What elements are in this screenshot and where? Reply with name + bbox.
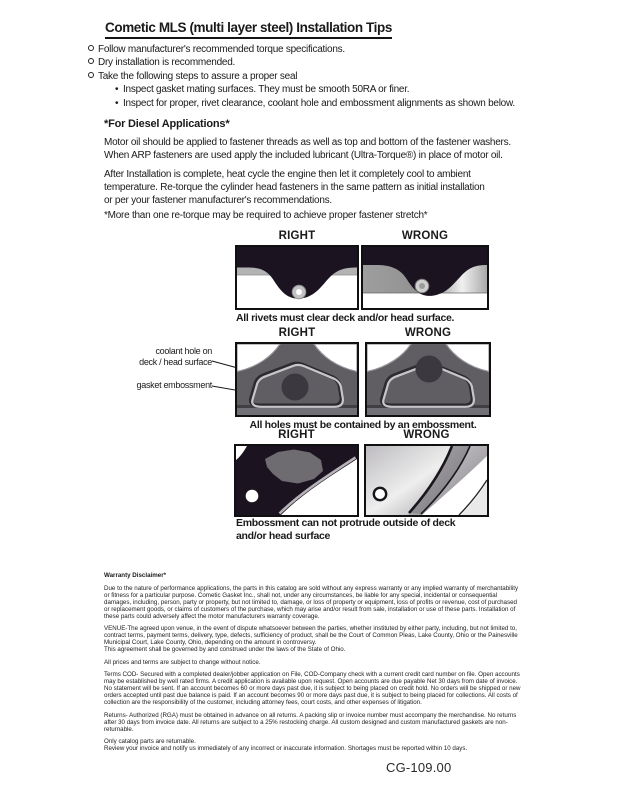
embossment-wrong-panel	[365, 342, 491, 417]
row1-wrong-label: WRONG	[401, 230, 449, 242]
coolant-hole-icon	[416, 356, 443, 383]
list-item	[88, 43, 515, 56]
diesel-paragraph-2	[104, 168, 485, 208]
rivet-center	[296, 289, 302, 295]
caption-line: and/or head surface	[236, 530, 331, 542]
sub-list-item	[88, 83, 515, 96]
list-item	[88, 56, 515, 69]
row1-right-label: RIGHT	[278, 230, 316, 242]
gasket-embossment-label: gasket embossment	[136, 380, 212, 390]
protrusion-right-illustration	[236, 446, 357, 515]
disclaimer-venue-paragraph	[104, 625, 523, 653]
row3-right-label: RIGHT	[278, 429, 315, 441]
list-item-text: Inspect for proper, rivet clearance, coolant hole and embossment alignments as shown below.	[123, 97, 515, 109]
list-item	[88, 70, 515, 83]
protrusion-wrong-illustration	[366, 446, 487, 515]
coolant-hole-label	[114, 346, 212, 368]
disclaimer-warranty-paragraph: Due to the nature of performance applications, the parts in this catalog are sold without any express warranty or any implied warranty of merchantability or fitness for a particular purpose. Cometic Gasket Inc., shall not, under any circumstances, be liable for any special, incidental or consequential damages, including, person, party or property, but not limited to, damage, or loss of property or equipment, loss of profits or revenue, cost of purchased or replacement goods, or claims of customers of the purchase, which may arise and/or result from sale, installation or use of these parts. Installation of these parts could adversely affect the motor manufacturers warranty coverage.	[104, 584, 519, 620]
paragraph-text: Review your invoice and notify us immediately of any incorrect or inaccurate information. Shortages must be reported within 10 days.	[104, 745, 468, 752]
paragraph-line: Motor oil should be applied to fastener threads as well as top and bottom of the fastener washers.	[104, 137, 511, 148]
paragraph-line: After Installation is complete, heat cycle the engine then let it completely cool to ambient	[104, 169, 471, 180]
label-line: deck / head surface	[139, 357, 212, 367]
row2-caption: All holes must be contained by an embossment.	[249, 419, 477, 431]
embossment-right-illustration	[237, 344, 357, 415]
sub-list-item	[88, 97, 515, 110]
retorque-note: *More than one re-torque may be required to achieve proper fastener stretch*	[104, 210, 428, 221]
row3-caption	[236, 517, 455, 543]
row1-caption: All rivets must clear deck and/or head surface.	[236, 312, 455, 324]
warranty-disclaimer	[104, 572, 523, 758]
page-code: CG-109.00	[386, 760, 452, 775]
diesel-section-heading: *For Diesel Applications*	[104, 118, 230, 130]
protrusion-right-panel	[234, 444, 359, 517]
installation-tips-list	[88, 43, 515, 110]
disclaimer-heading: Warranty Disclaimer*	[104, 572, 167, 579]
gasket-bottom-strip	[237, 408, 357, 415]
label-line: coolant hole on	[155, 346, 212, 356]
bolt-hole-icon	[246, 490, 259, 503]
disclaimer-catalog-paragraph	[104, 738, 523, 752]
embossment-right-panel	[235, 342, 359, 417]
disclaimer-prices-paragraph: All prices and terms are subject to change without notice.	[104, 658, 261, 666]
dot-bullet-icon: •	[115, 84, 119, 96]
circle-bullet-icon	[88, 58, 94, 64]
coolant-hole-icon	[282, 374, 309, 401]
disclaimer-returns-paragraph: Returns- Authorized (RGA) must be obtained in advance on all returns. A packing slip or invoice number must accompany the merchandise. No returns after 30 days from invoice date. All returns are subject to a 25% restocking charge. All custom designed and custom manufactured gaskets are non-returnable.	[104, 711, 517, 733]
row2-right-label: RIGHT	[278, 327, 316, 339]
protrusion-wrong-panel	[364, 444, 489, 517]
row2-wrong-label: WRONG	[404, 327, 452, 339]
list-item-text: Dry installation is recommended.	[98, 57, 236, 69]
bolt-hole-icon	[374, 488, 386, 500]
embossment-wrong-illustration	[367, 344, 489, 415]
caption-line: Embossment can not protrude outside of deck	[236, 517, 456, 529]
rivet-right-panel	[235, 245, 359, 310]
paragraph-line: When ARP fasteners are used apply the included lubricant (Ultra-Torque®) in place of motor oil.	[104, 150, 503, 162]
rivet-center	[419, 283, 425, 289]
list-item-text: Inspect gasket mating surfaces. They must be smooth 50RA or finer.	[123, 84, 410, 96]
circle-bullet-icon	[88, 72, 94, 78]
circle-bullet-icon	[88, 45, 94, 51]
disclaimer-terms-paragraph: Terms COD- Secured with a completed dealer/jobber application on File, COD-Company check with a current credit card number on file. Open accounts may be established by well rated firms. A credit application is available upon request. Open accounts are due payable Net 30 days from date of invoice. No statement will be sent. If an account becomes 60 or more days past due, it is subject to being placed on credit hold. No orders will be shipped or new orders accepted until past due balance is paid. If an account becomes 90 or more days past due, it is subject to being placed for collections. All costs of collection are the responsibility of the customer, including attorney fees, court costs, and other expenses of litigation.	[104, 671, 521, 706]
paragraph-text: This agreement shall be governed by and construed under the laws of the State of Ohio.	[104, 646, 346, 653]
rivet-right-illustration	[237, 247, 357, 308]
diesel-paragraph-1	[104, 136, 511, 162]
gasket-bottom-strip	[367, 408, 489, 415]
paragraph-text: VENUE-The agreed upon venue, in the event of dispute whatsoever between the parties, whether instituted by either party, including, but not limited to, contract terms, payment terms, delivery, type, defects, sufficiency of product, shall be the Court of Common Pleas, Lake County, Ohio or the Painesville Municipal Court, Lake County, Ohio, depending on the amount in controversy.	[104, 625, 518, 646]
rivet-wrong-illustration	[363, 247, 487, 308]
paragraph-text: Only catalog parts are returnable.	[104, 738, 196, 745]
dot-bullet-icon: •	[115, 97, 119, 109]
list-item-text: Take the following steps to assure a proper seal	[98, 70, 298, 82]
paragraph-line: or per your fastener manufacturer's recommendations.	[104, 195, 332, 207]
rivet-wrong-panel	[361, 245, 489, 310]
list-item-text: Follow manufacturer's recommended torque specifications.	[98, 44, 345, 55]
page-title: Cometic MLS (multi layer steel) Installation Tips	[105, 20, 392, 39]
paragraph-line: temperature. Re-torque the cylinder head fasteners in the same pattern as initial installation	[104, 182, 485, 194]
row3-wrong-label: WRONG	[403, 429, 450, 441]
